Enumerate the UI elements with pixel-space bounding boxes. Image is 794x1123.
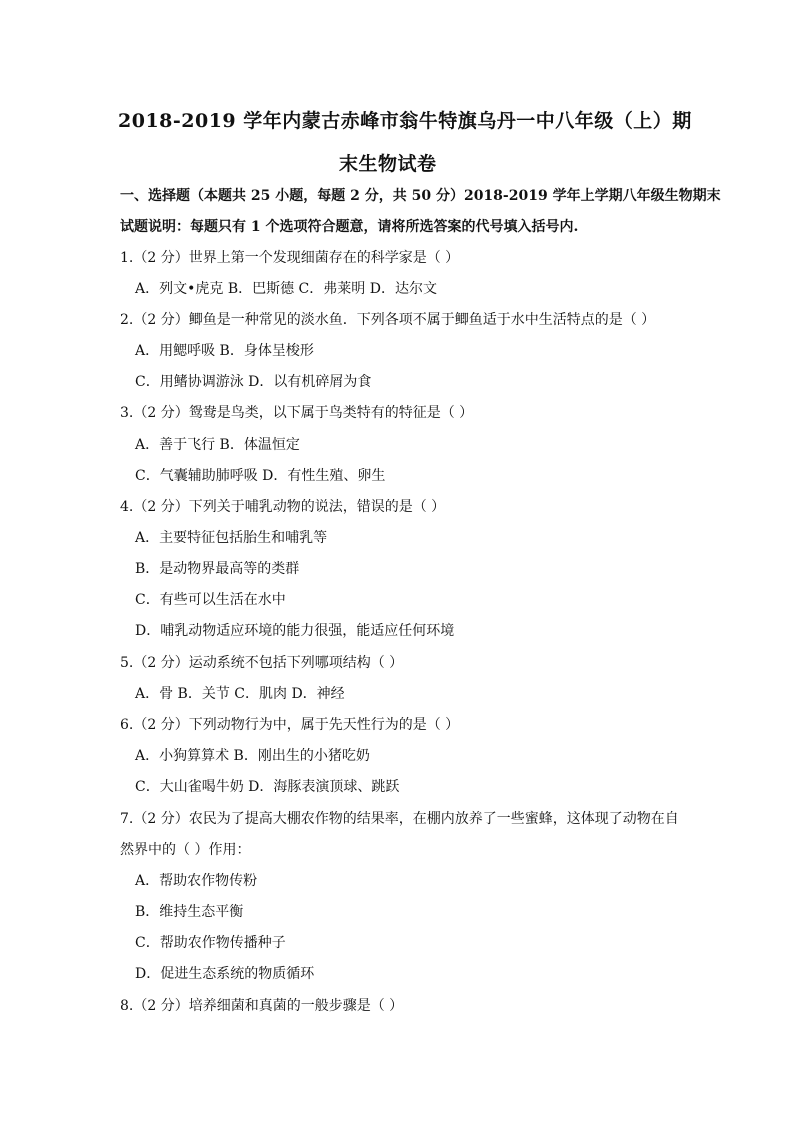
question-4-option-c: C．有些可以生活在水中 <box>135 592 286 608</box>
question-7-option-c: C．帮助农作物传播种子 <box>135 935 286 951</box>
exam-title-line-2: 末生物试卷 <box>339 153 437 175</box>
question-1-options: A．列文•虎克 B．巴斯德 C．弗莱明 D．达尔文 <box>135 281 437 297</box>
question-8-stem: 8.（2 分）培养细菌和真菌的一般步骤是（ ） <box>120 998 404 1014</box>
question-4-option-a: A．主要特征包括胎生和哺乳等 <box>135 530 328 546</box>
question-7-option-d: D．促进生态系统的物质循环 <box>135 966 315 982</box>
question-3-options-cd: C．气囊辅助肺呼吸 D．有性生殖、卵生 <box>135 468 386 484</box>
question-7-stem-continued: 然界中的（ ）作用： <box>120 842 251 858</box>
question-5-stem: 5.（2 分）运动系统不包括下列哪项结构（ ） <box>120 655 404 671</box>
question-6-stem: 6.（2 分）下列动物行为中，属于先天性行为的是（ ） <box>120 717 460 733</box>
question-4-option-d: D．哺乳动物适应环境的能力很强，能适应任何环境 <box>135 623 455 639</box>
question-4-stem: 4.（2 分）下列关于哺乳动物的说法，错误的是（ ） <box>120 499 446 515</box>
question-3-options-ab: A．善于飞行 B．体温恒定 <box>135 437 300 453</box>
exam-title-line-1: 2018-2019 学年内蒙古赤峰市翁牛特旗乌丹一中八年级（上）期 <box>118 110 692 132</box>
question-7-option-a: A．帮助农作物传粉 <box>135 873 258 889</box>
question-5-options: A．骨 B．关节 C．肌肉 D．神经 <box>135 686 345 702</box>
question-7-option-b: B．维持生态平衡 <box>135 904 244 920</box>
question-2-options-ab: A．用鳃呼吸 B．身体呈梭形 <box>135 343 314 359</box>
question-4-option-b: B．是动物界最高等的类群 <box>135 561 300 577</box>
section-heading: 一、选择题（本题共 25 小题，每题 2 分，共 50 分）2018-2019 学年上学期八年级生物期末 <box>120 188 721 204</box>
question-6-options-ab: A．小狗算算术 B．刚出生的小猪吃奶 <box>135 748 370 764</box>
section-instruction: 试题说明：每题只有 1 个选项符合题意，请将所选答案的代号填入括号内. <box>120 219 579 235</box>
question-2-options-cd: C．用鳍协调游泳 D．以有机碎屑为食 <box>135 374 372 390</box>
question-7-stem: 7.（2 分）农民为了提高大棚农作物的结果率，在棚内放养了一些蜜蜂，这体现了动物在自 <box>120 811 679 827</box>
question-2-stem: 2.（2 分）鲫鱼是一种常见的淡水鱼．下列各项不属于鲫鱼适于水中生活特点的是（ ） <box>120 312 656 328</box>
question-1-stem: 1.（2 分）世界上第一个发现细菌存在的科学家是（ ） <box>120 250 460 266</box>
question-6-options-cd: C．大山雀喝牛奶 D．海豚表演顶球、跳跃 <box>135 779 400 795</box>
question-3-stem: 3.（2 分）鸳鸯是鸟类，以下属于鸟类特有的特征是（ ） <box>120 405 474 421</box>
